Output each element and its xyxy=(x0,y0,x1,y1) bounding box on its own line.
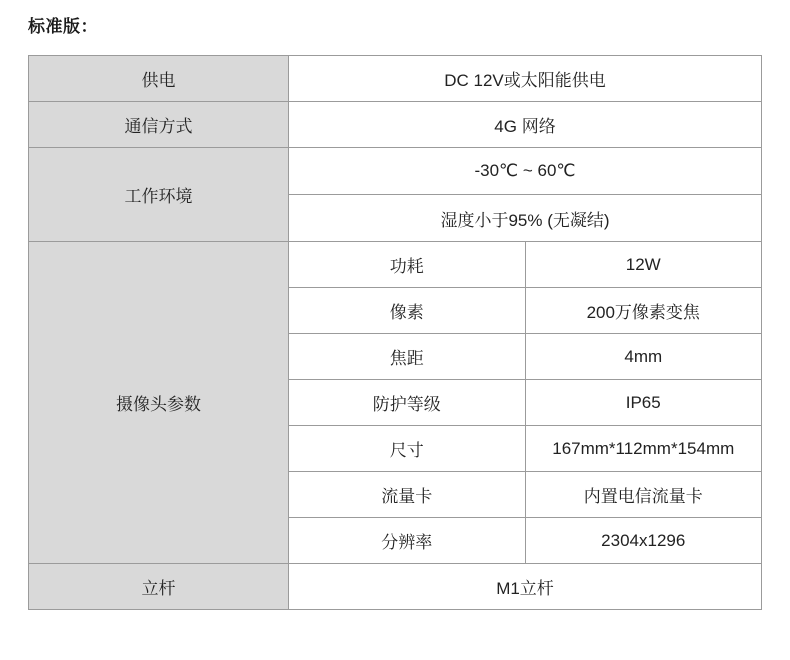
subrow-label-resolution: 分辨率 xyxy=(289,518,526,564)
subrow-label-sim-card: 流量卡 xyxy=(289,472,526,518)
row-value-pole: M1立杆 xyxy=(289,564,762,610)
subrow-value-dimensions: 167mm*112mm*154mm xyxy=(525,426,762,472)
subrow-value-power-consumption: 12W xyxy=(525,242,762,288)
subrow-label-focal-length: 焦距 xyxy=(289,334,526,380)
page-title: 标准版： xyxy=(28,17,98,36)
table-row xyxy=(29,102,762,148)
row-label-operating-environment: 工作环境 xyxy=(29,148,289,242)
table-row xyxy=(29,242,762,288)
row-label-power-supply: 供电 xyxy=(29,56,289,102)
row-label-communication: 通信方式 xyxy=(29,102,289,148)
table-row xyxy=(29,148,762,195)
subrow-value-pixels: 200万像素变焦 xyxy=(525,288,762,334)
row-value-temperature-range: -30℃ ~ 60℃ xyxy=(289,148,762,195)
row-value-power-supply: DC 12V或太阳能供电 xyxy=(289,56,762,102)
row-label-pole: 立杆 xyxy=(29,564,289,610)
subrow-value-focal-length: 4mm xyxy=(525,334,762,380)
subrow-label-ip-rating: 防护等级 xyxy=(289,380,526,426)
subrow-value-sim-card: 内置电信流量卡 xyxy=(525,472,762,518)
subrow-value-resolution: 2304x1296 xyxy=(525,518,762,564)
row-label-camera-parameters: 摄像头参数 xyxy=(29,242,289,564)
subrow-value-ip-rating: IP65 xyxy=(525,380,762,426)
row-value-communication: 4G 网络 xyxy=(289,102,762,148)
table-row xyxy=(29,564,762,610)
subrow-label-pixels: 像素 xyxy=(289,288,526,334)
subrow-label-dimensions: 尺寸 xyxy=(289,426,526,472)
row-value-humidity: 湿度小于95% (无凝结) xyxy=(289,195,762,242)
subrow-label-power-consumption: 功耗 xyxy=(289,242,526,288)
table-row xyxy=(29,56,762,102)
specification-table xyxy=(28,55,762,610)
